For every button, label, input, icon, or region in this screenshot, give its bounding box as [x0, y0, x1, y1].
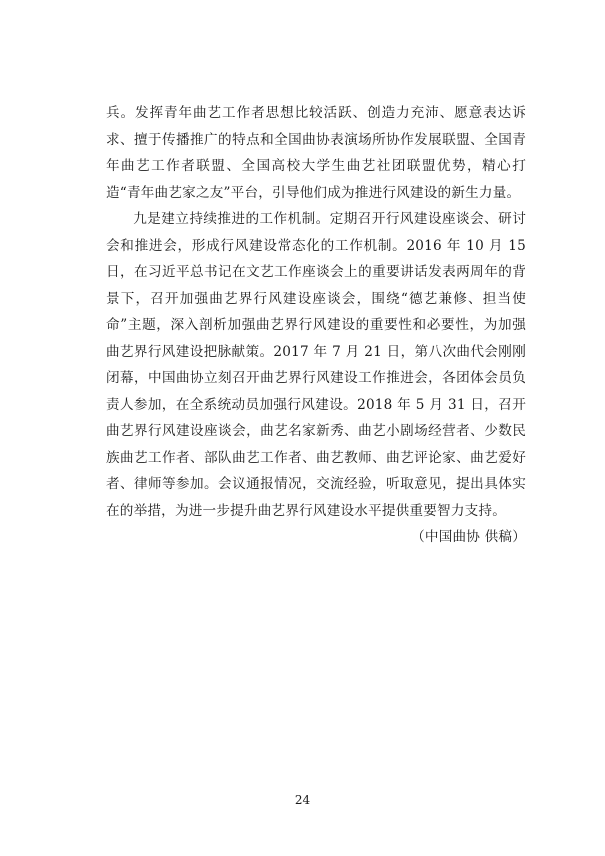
paragraph-nine: 九是建立持续推进的工作机制。定期召开行风建设座谈会、研讨会和推进会，形成行风建设常态化的工作机制。2016 年 10 月 15 日，在习近平总书记在文艺工作座谈会上的重要讲话发表两周年的背景下，召开加强曲艺界行风建设座谈会，围绕“德艺兼修、担当使命”主题，深入剖析加强曲艺界行风建设的重要性和必要性，为加强曲艺界行风建设把脉献策。2017 年 7 月 21 日，第八次曲代会刚刚闭幕，中国曲协立刻召开曲艺界行风建设工作推进会，各团体会员负责人参加，在全系统动员加强行风建设。2018 年 5 月 31 日，召开曲艺界行风建设座谈会，曲艺名家新秀、曲艺小剧场经营者、少数民族曲艺工作者、部队曲艺工作者、曲艺教师、曲艺评论家、曲艺爱好者、律师等参加。会议通报情况，交流经验，听取意见，提出具体实在的举措，为进一步提升曲艺界行风建设水平提供重要智力支持。	[106, 211, 526, 519]
page-number: 24	[294, 793, 311, 807]
paragraph-continuation: 兵。发挥青年曲艺工作者思想比较活跃、创造力充沛、愿意表达诉求、擅于传播推广的特点和全国曲协表演场所协作发展联盟、全国青年曲艺工作者联盟、全国高校大学生曲艺社团联盟优势，精心打造“青年曲艺家之友”平台，引导他们成为推进行风建设的新生力量。	[106, 105, 526, 201]
body-text	[106, 100, 526, 551]
source-note: （中国曲协 供稿）	[411, 529, 526, 545]
